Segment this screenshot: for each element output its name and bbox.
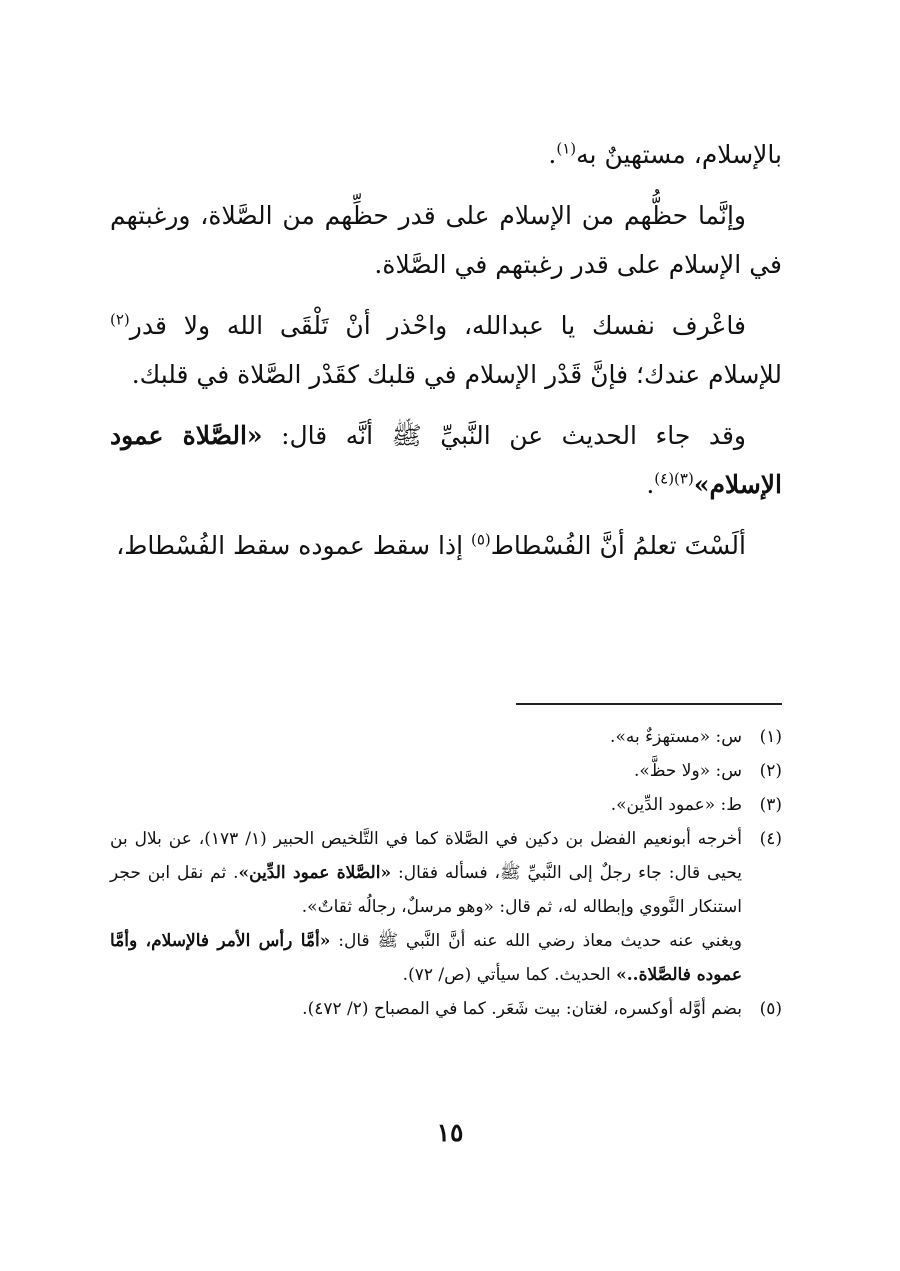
footnote-ref-2[interactable]: (٢) [110, 310, 130, 329]
footnote-4-line-2-a: ويغني عنه حديث معاذ رضي الله عنه أنَّ النَّبي ﷺ قال: [330, 931, 742, 951]
footnote-4-line-2 [110, 924, 742, 992]
paragraph-3 [110, 301, 782, 399]
footnotes [110, 720, 782, 1026]
paragraph-4 [110, 411, 782, 509]
footnote-4-line-1-b: . ثم نقل ابن حجر استنكار النَّووي وإبطاله له، ثم قال: «وهو مرسلٌ، رجالُه ثقاتٌ». [110, 863, 742, 917]
footnote-number: (١) [759, 727, 782, 747]
footnote-separator [516, 703, 782, 705]
footnote-4-line-2-quote: «أمَّا رأس الأمر فالإسلام، وأمَّا عموده فالصَّلاة..» [110, 931, 742, 985]
footnote-text [110, 822, 742, 992]
paragraph-4-text-a: وقد جاء الحديث عن النَّبيِّ ﷺ أنَّه قال: [262, 421, 746, 450]
footnote-ref-1[interactable]: (١) [556, 139, 577, 158]
main-text [110, 130, 782, 582]
footnote-number: (٢) [759, 761, 782, 781]
paragraph-5 [110, 521, 782, 570]
footnote-ref-3-4[interactable]: (٣)(٤) [654, 469, 694, 488]
paragraph-5-text-b: إذا سقط عموده سقط الفُسْطاط، [116, 531, 471, 560]
paragraph-2-text: وإنَّما حظُّهم من الإسلام على قدر حظِّهم من الصَّلاة، ورغبتهم في الإسلام على قدر رغبتهم في الصَّلاة. [110, 201, 782, 279]
footnote-4-line-1-a: أخرجه أبونعيم الفضل بن دكين في الصَّلاة كما في التَّلخيص الحبير (١/ ١٧٣)، عن بلال بن يحيى قال: جاء رجلٌ إلى النَّبيِّ ﷺ، فسأله فقال: [110, 829, 742, 883]
paragraph-3-text-b: للإسلام عندك؛ فإنَّ قَدْر الإسلام في قلبك كقَدْر الصَّلاة في قلبك. [131, 360, 782, 389]
paragraph-1 [110, 130, 782, 179]
footnote-number: (٣) [759, 795, 782, 815]
paragraph-2 [110, 191, 782, 289]
paragraph-3-text-a: فاعْرف نفسك يا عبدالله، واحْذر أنْ تَلْقَى الله ولا قدر [129, 311, 746, 340]
paragraph-4-end: . [646, 470, 655, 499]
footnote-4 [110, 822, 782, 992]
paragraph-5-text-a: ألَسْتَ تعلمُ أنَّ الفُسْطاط [490, 531, 746, 560]
paragraph-1-text: بالإسلام، مستهينٌ به [576, 140, 782, 169]
footnote-4-line-1-quote: «الصَّلاة عمود الدِّين» [238, 863, 392, 883]
footnote-text: ط: «عمود الدِّين». [610, 795, 742, 815]
page-number: ١٥ [436, 1118, 464, 1147]
paragraph-1-end: . [548, 140, 557, 169]
footnote-4-line-2-b: الحديث. كما سيأتي (ص/ ٧٢). [402, 965, 617, 985]
footnote-2 [110, 754, 782, 788]
footnote-5 [110, 992, 782, 1026]
footnote-text: س: «مستهزءٌ به». [610, 727, 742, 747]
footnote-number: (٤) [759, 829, 782, 849]
footnote-number: (٥) [759, 999, 782, 1019]
footnote-text: س: «ولا حظَّ». [633, 761, 742, 781]
footnote-ref-5[interactable]: (٥) [470, 530, 491, 549]
footnote-3 [110, 788, 782, 822]
footnote-1 [110, 720, 782, 754]
hadith-quote: «الصَّلاة عمود الإسلام» [110, 421, 782, 499]
footnote-4-line-1 [110, 822, 742, 924]
footnote-text: بضم أوَّله أوكسره، لغتان: بيت شَعَر. كما في المصباح (٢/ ٤٧٢). [302, 999, 742, 1019]
